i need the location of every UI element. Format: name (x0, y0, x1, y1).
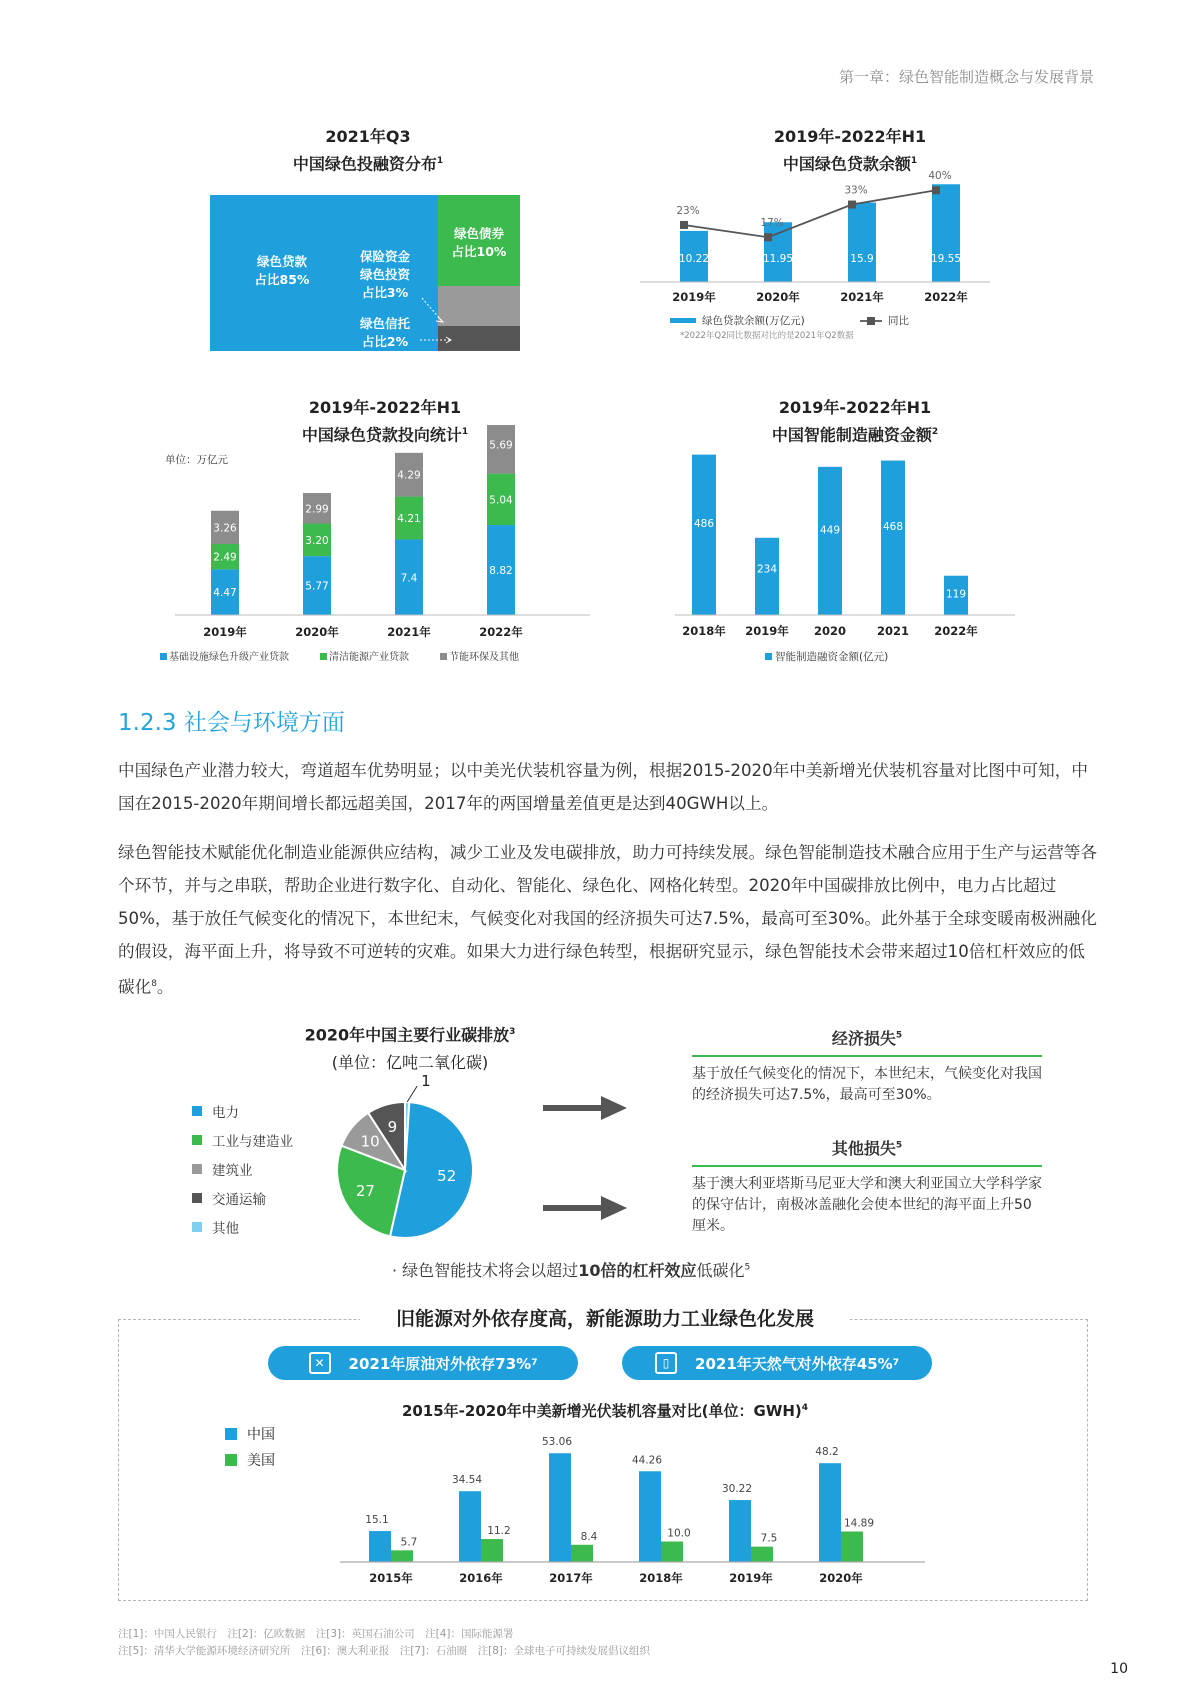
legend-swatch (192, 1222, 202, 1232)
line-value-label: 33% (844, 184, 868, 197)
oil-dependency-pill (268, 1346, 578, 1380)
treemap-label-ins-name1: 保险资金 (359, 249, 411, 264)
legend-swatch (225, 1428, 237, 1440)
bar-loan-balance (932, 184, 960, 282)
bar-value-label: 15.9 (850, 253, 874, 265)
divider-line (692, 1165, 1042, 1167)
bar-pv-china (369, 1531, 391, 1562)
chart-title-sup: 3 (509, 1027, 516, 1037)
footnote-line-2: 注[5]：清华大学能源环境经济研究所 注[6]：澳大利亚报 注[7]：石油圈 注[8]：全球电子可持续发展倡议组织 (118, 1645, 650, 1657)
paragraph-2-sup: 8 (151, 979, 157, 989)
legend-item (225, 1447, 275, 1473)
legend-swatch (192, 1193, 202, 1203)
legend-label: 电力 (212, 1104, 239, 1121)
pie-legend (192, 1096, 293, 1241)
treemap-label-ins-name2: 绿色投资 (359, 267, 411, 282)
bar-value-label: 14.89 (843, 1517, 875, 1530)
legend-swatch (192, 1164, 202, 1174)
treemap-label-trust-name: 绿色信托 (359, 316, 411, 331)
bar-value-label: 119 (945, 588, 967, 601)
page-number: 10 (1110, 1661, 1128, 1677)
gas-tank-icon: ▯ (655, 1352, 677, 1374)
legend-swatch (192, 1135, 202, 1145)
paragraph-1: 中国绿色产业潜力较大，弯道超车优势明显；以中美光伏装机容量为例，根据2015-2020年中美新增光伏装机容量对比图中可知，中国在2015-2020年期间增长都远超美国，2017年的两国增量差值更是达到40GWH以上。 (118, 761, 1088, 813)
bar-loan-balance (848, 203, 876, 283)
chart-title-sup: 1 (910, 156, 918, 166)
legend-label-bar: 绿色贷款余额(万亿元) (702, 315, 805, 327)
x-tick-label: 2019年 (672, 290, 716, 304)
bar-smart-mfg (881, 461, 905, 615)
bar-value-label: 48.2 (815, 1446, 839, 1459)
leverage-statement (392, 1258, 750, 1281)
chart-title-line1: 2019年-2022年H1 (778, 398, 932, 417)
x-tick-label: 2018年 (682, 624, 726, 638)
legend-label: 建筑业 (212, 1162, 253, 1179)
bar-value-label: 11.95 (762, 253, 794, 265)
bar-pv-china (729, 1500, 751, 1562)
legend-item (192, 1125, 293, 1154)
bar-value-label: 7.4 (400, 572, 418, 585)
bar-value-label: 30.22 (721, 1483, 753, 1496)
treemap-trust (438, 326, 520, 351)
line-point-yoy (932, 186, 940, 194)
chart-title-loan-balance (690, 124, 1010, 176)
bar-pv-usa (391, 1550, 413, 1562)
line-value-label: 23% (676, 204, 700, 217)
divider-line (692, 1055, 1042, 1057)
line-yoy (684, 190, 936, 237)
bar-value-label: 5.69 (489, 439, 513, 452)
paragraph-2 (118, 836, 1100, 1004)
bar-value-label: 10.0 (667, 1527, 691, 1540)
x-tick-label: 2021 (876, 624, 910, 638)
line-point-yoy (848, 201, 856, 209)
bar-value-label: 2.49 (213, 551, 237, 564)
bar-pv-usa (571, 1545, 593, 1562)
chart-loan-balance (640, 170, 1010, 380)
bar-value-label: 10.22 (678, 253, 710, 265)
treemap-finance-distribution (210, 195, 530, 355)
legend-label: 工业与建造业 (212, 1133, 293, 1150)
treemap-label-loan-share: 占比85% (254, 272, 310, 287)
chart-title-sup: 1 (461, 427, 469, 437)
chart-footnote: *2022年Q2同比数据对比的是2021年Q2数据 (680, 331, 854, 341)
bar-value-label: 4.29 (397, 469, 421, 482)
chart-title-sup: 1 (436, 156, 444, 166)
legend-item (192, 1096, 293, 1125)
bar-value-label: 7.5 (760, 1532, 778, 1545)
chart-title-finance-distribution (213, 124, 523, 176)
gas-dependency-text: 2021年天然气对外依存45% (695, 1354, 893, 1373)
leverage-sup: 5 (744, 1262, 751, 1273)
legend-swatch-line-marker (867, 317, 875, 325)
x-tick-label: 2017年 (549, 1571, 593, 1585)
x-tick-label: 2021年 (387, 625, 431, 639)
bar-value-label: 5.04 (489, 494, 513, 507)
legend-item (225, 1421, 275, 1447)
legend-item (192, 1154, 293, 1183)
treemap-label-ins-share: 占比3% (361, 285, 409, 300)
bar-value-label: 19.55 (930, 253, 962, 265)
bar-value-label: 44.26 (631, 1454, 663, 1467)
bar-value-label: 53.06 (541, 1436, 573, 1449)
bar-value-label: 15.1 (365, 1514, 389, 1527)
paragraph-2-end: 。 (156, 977, 174, 997)
x-tick-label: 2022年 (934, 624, 978, 638)
chart-title-line2: 中国绿色贷款余额 (782, 154, 911, 174)
unit-label: 单位：万亿元 (165, 454, 228, 466)
other-loss-title-text: 其他损失 (831, 1139, 896, 1158)
treemap-insurance (438, 286, 520, 326)
legend-swatch-bar (670, 318, 696, 323)
treemap-label-bond-name: 绿色债券 (453, 226, 505, 241)
chart-loan-direction (150, 425, 600, 670)
pie-value-label: 10 (360, 1132, 380, 1151)
x-tick-label: 2021年 (840, 290, 884, 304)
x-tick-label: 2022年 (479, 625, 523, 639)
chart-title-carbon-text: 2020年中国主要行业碳排放 (304, 1025, 510, 1045)
x-tick-label: 2016年 (459, 1571, 503, 1585)
pie-value-label: 27 (355, 1182, 375, 1201)
pie-value-label: 9 (387, 1117, 398, 1136)
pv-legend (225, 1421, 275, 1473)
arrow-right-icon (543, 1196, 628, 1220)
chart-title-line1: 2019年-2022年H1 (308, 398, 462, 417)
x-tick-label: 2019年 (745, 624, 789, 638)
x-tick-label: 2020年 (756, 290, 800, 304)
paragraph-2-text: 绿色智能技术赋能优化制造业能源供应结构，减少工业及发电碳排放，助力可持续发展。绿色智能制造技术融合应用于生产与运营等各个环节，并与之串联，帮助企业进行数字化、自动化、智能化、绿色化、网格化转型。2020年中国碳排放比例中，电力占比超过50%，基于放任气候变化的情况下，本世纪末，气候变化对我国的经济损失可达7.5%，最高可至30%。此外基于全球变暖南极洲融化的假设，海平面上升，将导致不可逆转的灾难。如果大力进行绿色转型，根据研究显示，绿色智能技术会带来超过10倍杠杆效应的低碳化 (118, 843, 1098, 997)
chart-subtitle-carbon: (单位：亿吨二氧化碳) (331, 1053, 489, 1073)
legend-label: 基础设施绿色升级产业贷款 (169, 652, 289, 663)
legend-swatch (225, 1454, 237, 1466)
pie-value-label: 1 (421, 1072, 431, 1091)
leverage-prefix: · 绿色智能技术将会以超过 (392, 1261, 579, 1280)
economic-loss-sup: 5 (895, 1030, 903, 1041)
bar-value-label: 4.47 (213, 587, 237, 600)
x-tick-label: 2020年 (295, 625, 339, 639)
legend-label: 其他 (212, 1220, 239, 1237)
x-tick-label: 2018年 (639, 1571, 683, 1585)
chart-title-line1: 2021年Q3 (325, 127, 411, 146)
x-tick-label: 2020年 (819, 1571, 863, 1585)
bar-pv-usa (481, 1539, 503, 1562)
chart-title-pv-sup: 4 (801, 1403, 809, 1413)
chart-title-sup: 2 (931, 427, 939, 437)
legend-label: 美国 (247, 1453, 275, 1469)
oil-barrel-icon: ✕ (309, 1352, 331, 1374)
chart-title-line2: 中国绿色投融资分布 (292, 154, 437, 174)
legend-label: 节能环保及其他 (449, 652, 519, 663)
oil-dependency-sup: 7 (531, 1358, 538, 1368)
oil-dependency-text: 2021年原油对外依存73% (348, 1354, 532, 1373)
line-value-label: 17% (760, 217, 784, 230)
line-value-label: 40% (928, 170, 952, 183)
legend-swatch (160, 653, 167, 660)
chart-smart-mfg (650, 440, 1040, 670)
economic-loss-text: 基于放任气候变化的情况下，本世纪末，气候变化对我国的经济损失可达7.5%，最高可至30%。 (692, 1066, 1042, 1103)
bar-pv-china (819, 1463, 841, 1562)
treemap-label-bond-share: 占比10% (451, 244, 507, 259)
legend-swatch (192, 1106, 202, 1116)
legend-swatch (320, 653, 327, 660)
bar-value-label: 486 (693, 517, 715, 530)
section-title: 1.2.3 社会与环境方面 (118, 710, 345, 736)
economic-loss-title-text: 经济损失 (831, 1029, 896, 1048)
legend-label: 交通运输 (212, 1191, 266, 1208)
line-point-yoy (764, 233, 772, 241)
legend-label: 智能制造融资金额(亿元) (775, 651, 889, 663)
bar-value-label: 3.26 (213, 522, 237, 535)
legend-label: 中国 (247, 1427, 275, 1443)
chapter-header: 第一章：绿色智能制造概念与发展背景 (838, 68, 1094, 86)
other-loss-title (692, 1136, 1042, 1159)
bar-value-label: 234 (756, 563, 778, 576)
pie-value-label: 52 (437, 1167, 457, 1185)
bar-value-label: 8.82 (489, 565, 513, 578)
gas-dependency-sup: 7 (892, 1358, 899, 1368)
legend-swatch (765, 653, 772, 660)
other-loss-text: 基于澳大利亚塔斯马尼亚大学和澳大利亚国立大学科学家的保守估计，南极冰盖融化会使本世纪的海平面上升50厘米。 (692, 1176, 1042, 1234)
bar-value-label: 3.20 (305, 534, 329, 547)
bar-pv-usa (841, 1531, 863, 1562)
bar-smart-mfg (818, 467, 842, 615)
legend-item (192, 1183, 293, 1212)
x-tick-label: 2019年 (203, 625, 247, 639)
x-tick-label: 2015年 (369, 1571, 413, 1585)
bar-value-label: 11.2 (487, 1525, 511, 1538)
x-tick-label: 2020 (813, 624, 847, 638)
energy-box-title: 旧能源对外依存度高，新能源助力工业绿色化发展 (360, 1304, 850, 1331)
gas-dependency-pill (622, 1346, 932, 1380)
bar-value-label: 8.4 (580, 1530, 598, 1543)
bar-smart-mfg (692, 455, 716, 615)
pie-leader-line (407, 1086, 417, 1102)
bar-value-label: 2.99 (305, 503, 329, 516)
chart-title-pv-text: 2015年-2020年中美新增光伏装机容量对比(单位：GWH) (401, 1402, 802, 1420)
chart-carbon (320, 1070, 490, 1250)
bar-smart-mfg (755, 538, 779, 615)
line-point-yoy (680, 221, 688, 229)
legend-item (192, 1212, 293, 1241)
bar-pv-usa (751, 1547, 773, 1562)
chart-pv (340, 1425, 940, 1595)
footnote-line-1: 注[1]：中国人民银行 注[2]：亿欧数据 注[3]：英国石油公司 注[4]：国际能源署 (118, 1628, 514, 1640)
chart-title-carbon (260, 1020, 560, 1075)
bar-pv-china (459, 1491, 481, 1562)
bar-value-label: 34.54 (451, 1474, 483, 1487)
x-tick-label: 2019年 (729, 1571, 773, 1585)
bar-value-label: 5.7 (400, 1536, 418, 1549)
arrow-right-icon (543, 1096, 628, 1120)
legend-label-line: 同比 (888, 315, 909, 327)
treemap-label-trust-share: 占比2% (361, 334, 409, 349)
economic-loss-title (692, 1026, 1042, 1049)
chart-title-line2: 中国绿色贷款投向统计 (301, 425, 462, 445)
chart-title-pv (300, 1400, 910, 1421)
bar-value-label: 468 (882, 521, 904, 534)
treemap-label-loan-name: 绿色贷款 (256, 254, 308, 269)
chart-title-line2: 中国智能制造融资金额 (771, 425, 932, 445)
bar-pv-china (549, 1453, 571, 1562)
chart-title-line1: 2019年-2022年H1 (773, 127, 927, 146)
bar-pv-china (639, 1471, 661, 1562)
bar-value-label: 449 (819, 524, 841, 537)
bar-value-label: 5.77 (305, 580, 329, 593)
bar-pv-usa (661, 1542, 683, 1563)
x-tick-label: 2022年 (924, 290, 968, 304)
legend-swatch (440, 653, 447, 660)
other-loss-sup: 5 (895, 1140, 903, 1151)
legend-label: 清洁能源产业贷款 (329, 652, 409, 663)
leverage-suffix: 低碳化 (696, 1261, 745, 1280)
leverage-bold: 10倍的杠杆效应 (578, 1261, 697, 1280)
bar-value-label: 4.21 (397, 513, 421, 526)
